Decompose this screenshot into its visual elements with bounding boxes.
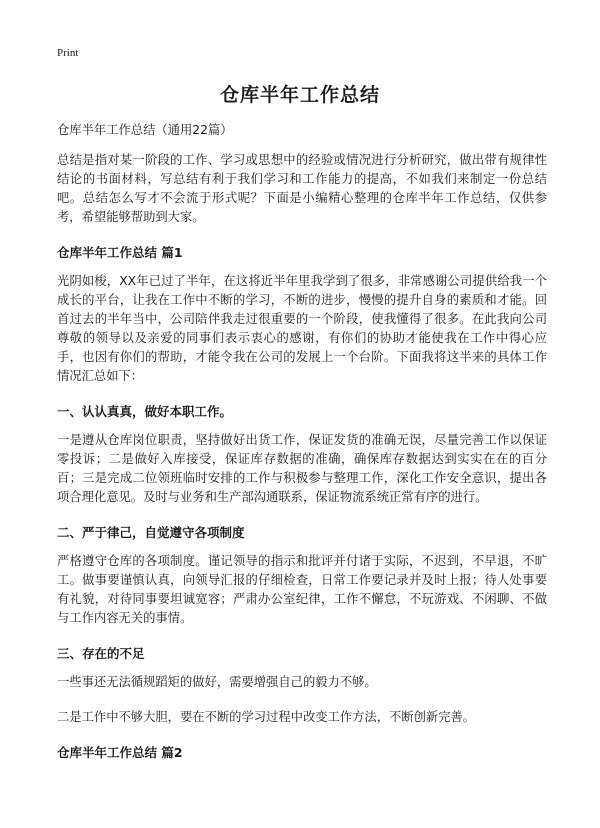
section2-paragraph: 严格遵守仓库的各项制度。谨记领导的指示和批评并付诸于实际，不迟到，不早退，不旷工。做事要谨慎认真，向领导汇报的仔细检查，日常工作要记录并及时上报；待人处事要有礼貌，对待同事要坦诚宽容；严肃办公室纪律，工作不懈怠，不玩游戏、不闲聊、不做与工作内容无关的事情。 bbox=[57, 554, 547, 625]
article1-heading: 仓库半年工作总结 篇1 bbox=[57, 245, 183, 260]
article1-opening-paragraph: 光阴如梭，XX年已过了半年，在这将近半年里我学到了很多，非常感谢公司提供给我一个成长的平台，让我在工作中不断的学习，不断的进步，慢慢的提升自身的素质和才能。回首过去的半年当中，公司陪伴我走过很重要的一个阶段，使我懂得了很多。在此我向公司尊敬的领导以及亲爱的同事们表示衷心的感谢，有你们的协助才能使我在工作中得心应手，也因有你们的帮助，才能令我在公司的发展上一个台阶。下面我将这半来的具体工作情况汇总如下： bbox=[57, 274, 547, 383]
intro-paragraph: 总结是指对某一阶段的工作、学习或思想中的经验或情况进行分析研究，做出带有规律性结论的书面材料，写总结有利于我们学习和工作能力的提高，不如我们来制定一份总结吧。总结怎么写才不会流于形式呢？下面是小编精心整理的仓库半年工作总结，仅供参考，希望能够帮助到大家。 bbox=[57, 153, 547, 224]
print-label: Print bbox=[57, 47, 79, 59]
section2-heading: 二、严于律己，自觉遵守各项制度 bbox=[57, 525, 245, 540]
section1-heading: 一、认认真真，做好本职工作。 bbox=[57, 404, 233, 419]
section3-heading: 三、存在的不足 bbox=[57, 646, 145, 661]
article2-heading: 仓库半年工作总结 篇2 bbox=[57, 745, 183, 760]
document-subtitle: 仓库半年工作总结（通用22篇） bbox=[57, 123, 233, 137]
document-body bbox=[57, 121, 547, 762]
section1-paragraph: 一是遵从仓库岗位职责，坚持做好出货工作，保证发货的准确无误，尽量完善工作以保证零投诉；二是做好入库接受，保证库存数据的准确，确保库存数据达到实实在在的百分百；三是完成二位领班临时安排的工作与积极参与整理工作，深化工作安全意识，提出各项合理化意见。及时与业务和生产部沟通联系，保证物流系统正常有序的进行。 bbox=[57, 433, 547, 504]
section3-item-1: 一些事还无法循规蹈矩的做好，需要增强自己的毅力不够。 bbox=[57, 675, 377, 689]
section3-item-2: 二是工作中不够大胆，要在不断的学习过程中改变工作方法，不断创新完善。 bbox=[57, 710, 476, 724]
page-title: 仓库半年工作总结 bbox=[219, 84, 380, 106]
